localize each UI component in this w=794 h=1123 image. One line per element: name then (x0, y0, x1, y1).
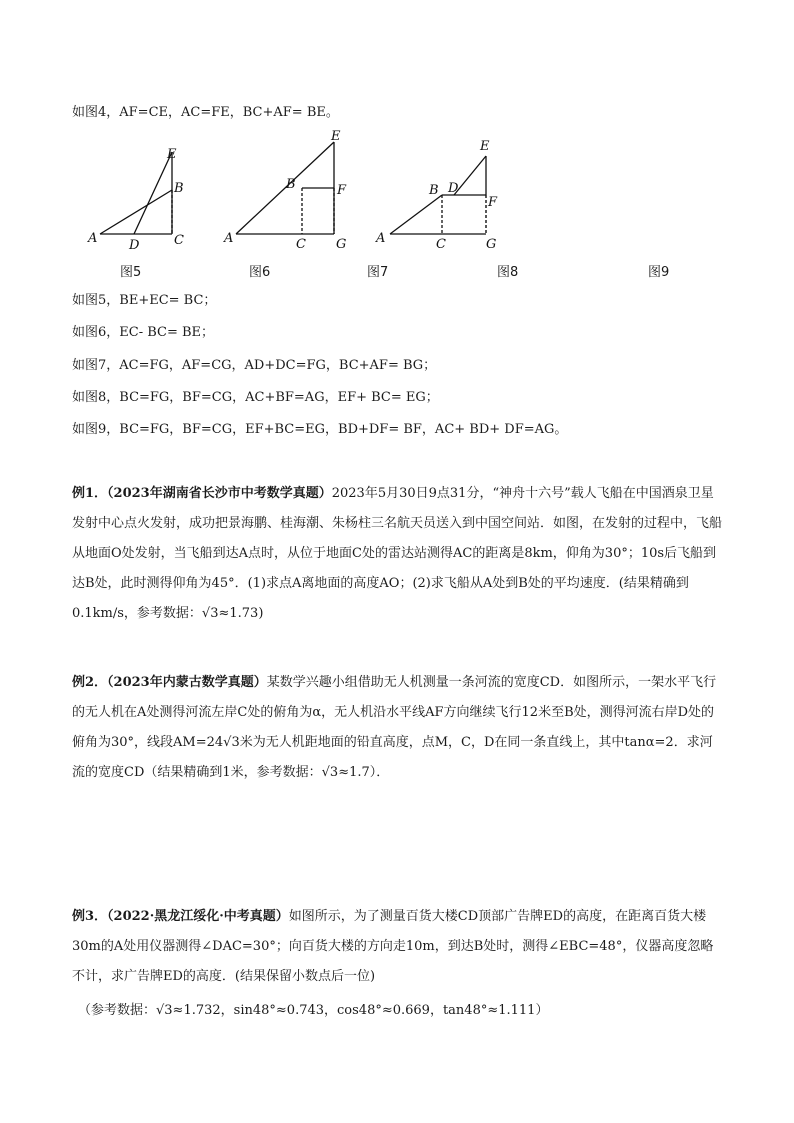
example-1-text: 2023年5月30日9点31分，“神舟十六号”载人飞船在中国酒泉卫星发射中心点火发射，成功把景海鹏、桂海潮、朱杨柱三名航天员送入到中国空间站．如图，在发射的过程中，飞船从地面O处发射，当飞船到达A点时，从位于地面C处的雷达站测得AC的距离是8km，仰角为30°；10s后飞船到达B处，此时测得仰角为45°．(1)求点A离地面的高度AO；(2)求飞船从A处到B处的平均速度．(结果精确到0.1km/s，参考数据：√3≈1.73) (72, 486, 723, 621)
example-2-text: 某数学兴趣小组借助无人机测量一条河流的宽度CD．如图所示，一架水平飞行的无人机在A处测得河流左岸C处的俯角为α，无人机沿水平线AF方向继续飞行12米至B处，测得河流右岸D处的俯角为30°，线段AM=24√3米为无人机距地面的铅直高度，点M，C，D在同一条直线上，其中tanα=2．求河流的宽度CD（结果精确到1米，参考数据：√3≈1.7）． (72, 675, 717, 780)
example-3-reference: （参考数据：√3≈1.732，sin48°≈0.743，cos48°≈0.669，tan48°≈1.111） (78, 1003, 549, 1018)
fig7-label-a: A (376, 231, 386, 246)
caption-fig7: 图7 (367, 265, 389, 280)
fig7-label-c: C (436, 237, 446, 252)
relation-fig5: 如图5，BE+EC= BC； (72, 293, 217, 308)
example-3-source: （2022·黑龙江绥化·中考真题） (107, 909, 289, 924)
example-2-source: （2023年内蒙古数学真题） (107, 675, 267, 690)
fig5-label-a: A (88, 231, 98, 246)
caption-fig8: 图8 (497, 265, 519, 280)
fig5-label-e: E (167, 147, 177, 162)
figure-7 (372, 122, 512, 252)
example-2 (72, 668, 724, 788)
relation-fig8: 如图8，BC=FG，BF=CG，AC+BF=AG，EF+ BC= EG； (72, 390, 439, 405)
fig6-label-g: G (336, 237, 347, 252)
relation-fig7: 如图7，AC=FG，AF=CG，AD+DC=FG，BC+AF= BG； (72, 358, 437, 373)
caption-fig9: 图9 (648, 265, 670, 280)
fig5-label-c: C (174, 233, 184, 248)
fig6-label-c: C (296, 237, 306, 252)
relation-fig9: 如图9，BC=FG，BF=CG，EF+BC=EG，BD+DF= BF，AC+ BD+ DF=AG。 (72, 422, 568, 437)
example-1 (72, 479, 724, 629)
example-3-label: 例3． (72, 909, 108, 924)
fig7-label-e: E (480, 139, 490, 154)
figure-6 (222, 122, 362, 252)
fig5-label-b: B (174, 181, 184, 196)
caption-fig5: 图5 (120, 265, 142, 280)
fig6-label-f: F (337, 183, 347, 198)
intro-line: 如图4，AF=CE，AC=FE，BC+AF= BE。 (72, 105, 339, 120)
fig6-label-a: A (224, 231, 234, 246)
figure-5 (82, 122, 202, 252)
fig6-label-b: B (286, 177, 296, 192)
example-3 (72, 902, 724, 992)
fig6-label-e: E (331, 129, 341, 144)
fig7-label-f: F (488, 195, 498, 210)
example-1-label: 例1． (72, 486, 108, 501)
fig5-label-d: D (129, 238, 140, 252)
fig7-label-g: G (486, 237, 497, 252)
example-1-source: （2023年湖南省长沙市中考数学真题） (107, 486, 332, 501)
caption-fig6: 图6 (249, 265, 271, 280)
example-3-text: 如图所示，为了测量百货大楼CD顶部广告牌ED的高度，在距离百货大楼30m的A处用仪器测得∠DAC=30°；向百货大楼的方向走10m，到达B处时，测得∠EBC=48°，仪器高度忽略不计，求广告牌ED的高度．(结果保留小数点后一位) (72, 909, 714, 984)
fig7-label-d: D (448, 181, 459, 196)
relation-fig6: 如图6，EC- BC= BE； (72, 325, 215, 340)
fig7-label-b: B (429, 183, 439, 198)
example-2-label: 例2． (72, 675, 108, 690)
